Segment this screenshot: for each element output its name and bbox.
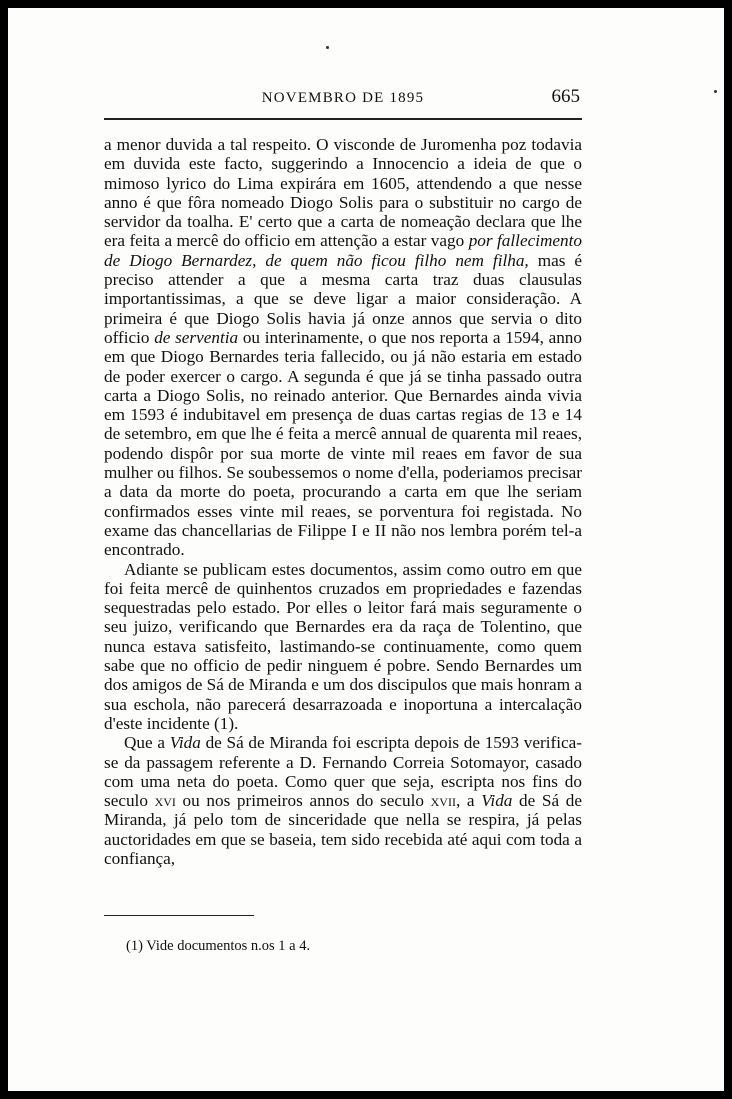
page-speck: [714, 90, 717, 93]
running-title: NOVEMBRO DE 1895: [261, 90, 425, 106]
text-run: Adiante se publicam estes documentos, assim como outro em que foi feita mercê de quinhentos cruzados em propriedades e fazendas sequestradas pelo estado. Por elles o leitor fará mais seguramente o seu juizo, verificando que Bernardes era da raça de Tolentino, que nunca estava satisfeito, lastimando-se continuamente, como quem sabe que no officio de pedir ninguem é pobre. Sendo Bernardes um dos amigos de Sá de Miranda e um dos discipulos que mais honram a sua eschola, não parecerá desarrazoada e inoportuna a intercalação d'este incidente (1).: [104, 559, 582, 733]
text-run: mas é preciso attender a que a mesma carta traz duas clausulas importantissimas, a que se deve ligar a maior consideração. A primeira é que Diogo Solis havia já onze annos que servia o dito officio: [104, 250, 582, 347]
page-speck: [326, 46, 329, 49]
paragraph: [104, 733, 582, 868]
footnote-rule: [104, 915, 254, 916]
footnote: (1) Vide documentos n.os 1 a 4.: [126, 938, 311, 954]
small-caps-text: xvi: [154, 791, 176, 811]
page-number: 665: [551, 86, 580, 107]
body-text: [104, 135, 582, 868]
text-run: de Sá de Miranda foi escripta depois de 1593 verifica-se da passagem referente a D. Fernando Correia Sotomayor, casado com uma neta do poeta. Como quer que seja, escripta nos fins do seculo: [104, 733, 582, 811]
paragraph: [104, 560, 582, 734]
text-run: Que a: [124, 733, 170, 753]
text-run: a menor duvida a tal respeito. O visconde de Juromenha poz todavia em duvida este facto, suggerindo a Innocencio a ideia de que o mimoso lyrico do Lima expirára em 1605, attendendo a que nesse anno é que fôra nomeado Diogo Solis para o substituir no cargo de servidor da toalha. E' certo que a carta de nomeação declara que lhe era feita a mercê do officio em attenção a estar vago: [104, 135, 582, 251]
page-header: [104, 82, 582, 116]
text-run: ou interinamente, o que nos reporta a 1594, anno em que Diogo Bernardes teria fallecido, ou já não estaria em estado de poder exercer o cargo. A segunda é que já se tinha passado outra carta a Diogo Solis, no reinado anterior. Que Bernardes ainda vivia em 1593 é indubitavel em presença de duas cartas regias de 13 e 14 de setembro, em que lhe é feita a mercê annual de quarenta mil reaes, podendo dispôr por sua morte de vinte mil reaes em favor de sua mulher ou filhos. Se soubessemos o nome d'ella, poderiamos precisar a data da morte do poeta, procurando a carta em que lhe seriam confirmados esses vinte mil reaes, se porventura foi registada. No exame das chancellarias de Filippe I e II não nos lembra porém tel-a encontrado.: [104, 327, 582, 560]
text-run: de Sá de Miranda, já pelo tom de sinceridade que nella se respira, já pelas auctoridades em que se baseia, tem sido recebida até aqui com toda a confiança,: [104, 791, 582, 868]
small-caps-text: xvii: [430, 791, 456, 811]
italic-text: Vida: [169, 733, 201, 753]
book-page: [8, 8, 724, 1091]
italic-text: por fallecimento de Diogo Bernardez, de quem não ficou filho nem filha,: [104, 231, 582, 270]
header-rule: [104, 118, 582, 120]
text-run: , a: [455, 791, 482, 811]
italic-text: de serventia: [154, 327, 239, 347]
paragraph: [104, 135, 582, 560]
italic-text: Vida: [481, 791, 513, 811]
text-run: ou nos primeiros annos do seculo: [175, 791, 431, 811]
